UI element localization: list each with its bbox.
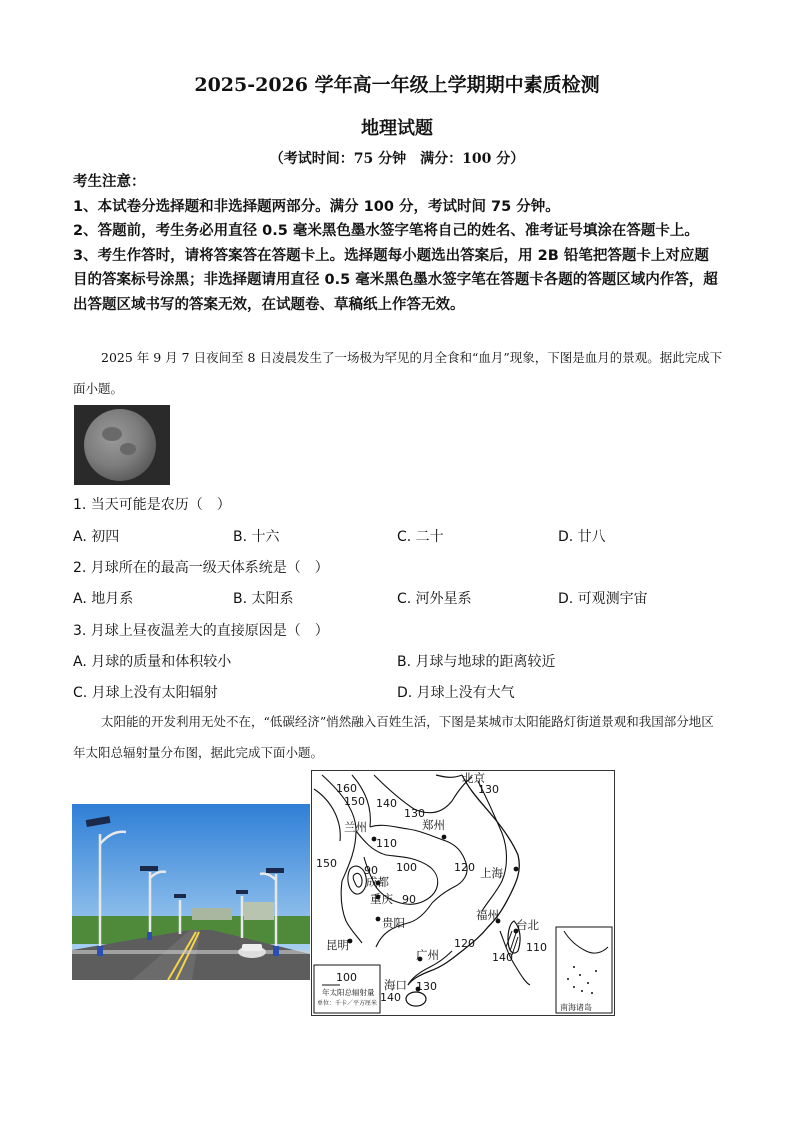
city-chongqing: 重庆 — [370, 892, 393, 906]
city-guangzhou: 广州 — [416, 948, 439, 962]
city-lanzhou: 兰州 — [344, 820, 367, 834]
solar-radiation-map — [311, 770, 615, 1016]
isoline-label: 90 — [402, 893, 416, 906]
city-kunming: 昆明 — [326, 938, 349, 952]
city-zhengzhou: 郑州 — [422, 818, 445, 832]
city-shanghai: 上海 — [480, 866, 503, 880]
inset-label: 南海诸岛 — [560, 1003, 592, 1012]
isoline-label: 160 — [336, 782, 357, 795]
q2-option-b[interactable]: B. 太阳系 — [233, 591, 294, 607]
q3-option-c[interactable]: C. 月球上没有太阳辐射 — [73, 685, 218, 701]
isoline-label: 110 — [526, 941, 547, 954]
city-beijing: 北京 — [462, 771, 485, 785]
isoline-label: 120 — [454, 861, 475, 874]
exam-info: （考试时间：75 分钟 满分：100 分） — [269, 151, 525, 167]
isoline-label: 140 — [376, 797, 397, 810]
passage-2: 太阳能的开发利用无处不在，“低碳经济”悄然融入百姓生活，下图是某城市太阳能路灯街道景观和我国部分地区年太阳总辐射量分布图，据此完成下面小题。 — [73, 714, 714, 760]
q2-option-d[interactable]: D. 可观测宇宙 — [558, 591, 648, 607]
solar-street-lamp-image — [72, 804, 310, 980]
city-chengdu: 成都 — [366, 875, 389, 889]
isoline-label: 140 — [380, 991, 401, 1004]
legend-unit: 单位：千卡／平方厘米 — [317, 1000, 378, 1007]
q2-option-c[interactable]: C. 河外星系 — [397, 591, 472, 607]
question-1: 1. 当天可能是农历（ ） — [73, 497, 231, 513]
notice-item-2: 2、答题前，考生务必用直径 0.5 毫米黑色墨水签字笔将自己的姓名、准考证号填涂在答题卡上。 — [73, 223, 699, 239]
isoline-label: 130 — [478, 783, 499, 796]
isoline-label: 130 — [404, 807, 425, 820]
legend-value: 100 — [336, 971, 357, 984]
q1-option-c[interactable]: C. 二十 — [397, 529, 444, 545]
city-haikou: 海口 — [384, 978, 407, 992]
isoline-label: 150 — [316, 857, 337, 870]
q1-option-a[interactable]: A. 初四 — [73, 529, 120, 545]
blood-moon-image — [74, 405, 170, 485]
city-fuzhou: 福州 — [476, 908, 499, 922]
exam-title: 2025-2026 学年高一年级上学期期中素质检测 — [194, 74, 600, 96]
legend-title: 年太阳总辐射量 — [322, 988, 375, 997]
passage-1: 2025 年 9 月 7 日夜间至 8 日凌晨发生了一场极为罕见的月全食和“血月”现象，下图是血月的景观。据此完成下面小题。 — [73, 350, 723, 396]
isoline-label: 150 — [344, 795, 365, 808]
q3-option-b[interactable]: B. 月球与地球的距离较近 — [397, 654, 556, 670]
question-3: 3. 月球上昼夜温差大的直接原因是（ ） — [73, 623, 329, 639]
city-taipei: 台北 — [516, 918, 539, 932]
q3-option-a[interactable]: A. 月球的质量和体积较小 — [73, 654, 232, 670]
notice-item-3: 3、考生作答时，请将答案答在答题卡上。选择题每小题选出答案后，用 2B 铅笔把答题卡上对应题目的答案标号涂黑；非选择题请用直径 0.5 毫米黑色墨水签字笔在答题卡各题的答题区域内作答，超出答题区域书写的答案无效，在试题卷、草稿纸上作答无效。 — [73, 247, 718, 313]
isoline-label: 130 — [416, 980, 437, 993]
notice-block — [73, 170, 723, 317]
q2-option-a[interactable]: A. 地月系 — [73, 591, 134, 607]
notice-heading: 考生注意： — [73, 174, 146, 190]
city-guiyang: 贵阳 — [382, 916, 405, 930]
isoline-label: 120 — [454, 937, 475, 950]
isoline-label: 90 — [364, 864, 378, 877]
isoline-label: 100 — [396, 861, 417, 874]
isoline-label: 110 — [376, 837, 397, 850]
subject-title: 地理试题 — [361, 118, 433, 139]
notice-item-1: 1、本试卷分选择题和非选择题两部分。满分 100 分，考试时间 75 分钟。 — [73, 198, 560, 215]
q1-option-b[interactable]: B. 十六 — [233, 529, 280, 545]
question-2: 2. 月球所在的最高一级天体系统是（ ） — [73, 560, 329, 576]
q1-option-d[interactable]: D. 廿八 — [558, 529, 606, 545]
q3-option-d[interactable]: D. 月球上没有大气 — [397, 685, 515, 701]
isoline-label: 140 — [492, 951, 513, 964]
